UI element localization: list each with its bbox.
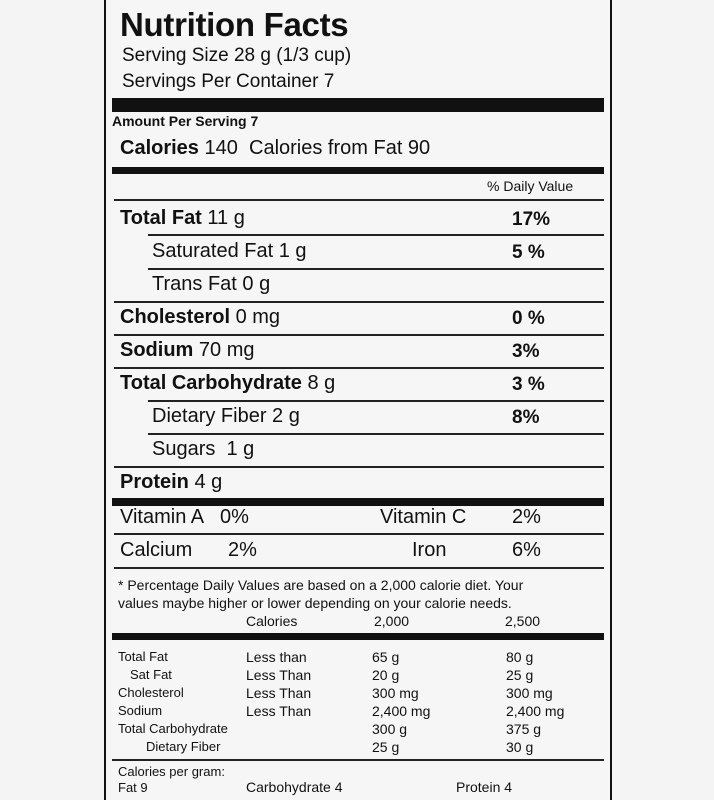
total-carbohydrate-amount: 8 g [307, 372, 336, 394]
dv-row-label: Sat Fat [130, 667, 172, 682]
dv-row-2500: 375 g [506, 721, 542, 737]
dv-row-qualifier: Less Than [246, 667, 312, 683]
total-fat-dv: 17% [512, 209, 551, 230]
footnote-line-2: values maybe higher or lower depending on your calorie needs. [118, 595, 512, 611]
dv-row-2500: 80 g [506, 649, 534, 665]
dv-row-qualifier: Less Than [246, 685, 312, 701]
total-carbohydrate-row [120, 372, 335, 395]
cholesterol-amount: 0 mg [235, 306, 281, 328]
medium-divider [112, 633, 604, 640]
calories-from-fat: Calories from Fat 90 [249, 137, 431, 159]
servings-per-container: Servings Per Container 7 [122, 71, 335, 92]
rule [114, 199, 604, 201]
trans-fat-label: Trans Fat 0 g [152, 273, 271, 295]
amount-per-serving: Amount Per Serving 7 [112, 113, 259, 129]
dietary-fiber-label: Dietary Fiber 2 g [152, 405, 300, 427]
saturated-fat-dv: 5 % [512, 242, 545, 263]
cholesterol-dv: 0 % [512, 308, 545, 329]
dv-row-qualifier: Less Than [246, 703, 312, 719]
sodium-amount: 70 mg [198, 339, 255, 361]
calcium-label: Calcium [120, 539, 193, 561]
dv-header-calories: Calories [246, 613, 298, 629]
dv-header-2000: 2,000 [374, 613, 410, 629]
calories-value: 140 [204, 137, 238, 159]
thick-divider [112, 498, 604, 506]
vitamin-c-value: 2% [512, 506, 541, 528]
saturated-fat-label: Saturated Fat 1 g [152, 240, 307, 262]
dv-row-2500: 300 mg [506, 685, 553, 701]
total-carbohydrate-label: Total Carbohydrate [120, 372, 302, 394]
vitamin-a-label: Vitamin A [120, 506, 205, 528]
total-fat-amount: 11 g [207, 207, 245, 229]
dv-row-2500: 25 g [506, 667, 534, 683]
sodium-label: Sodium [120, 339, 194, 361]
medium-divider [112, 167, 604, 174]
vitamin-a-value: 0% [220, 506, 249, 528]
iron-label: Iron [412, 539, 447, 561]
dv-row-label: Cholesterol [118, 685, 184, 700]
calories-per-gram-protein: Protein 4 [456, 779, 513, 795]
dv-row-2500: 30 g [506, 739, 534, 755]
rule [148, 268, 604, 270]
total-carbohydrate-dv: 3 % [512, 374, 545, 395]
rule [114, 466, 604, 468]
daily-value-header: % Daily Value [487, 178, 574, 194]
label-title: Nutrition Facts [120, 6, 349, 43]
calories-per-gram-label: Calories per gram: [118, 764, 225, 779]
dv-header-2500: 2,500 [505, 613, 541, 629]
total-fat-row [120, 207, 245, 230]
dv-row-2000: 20 g [372, 667, 400, 683]
rule [112, 759, 604, 761]
serving-size: Serving Size 28 g (1/3 cup) [122, 45, 352, 66]
rule [148, 433, 604, 435]
rule [148, 400, 604, 402]
calcium-value: 2% [228, 539, 257, 561]
footnote-line-1: * Percentage Daily Values are based on a 2,000 calorie diet. Your [118, 577, 524, 593]
dv-row-label: Total Carbohydrate [118, 721, 228, 736]
dv-row-qualifier: Less than [246, 649, 307, 665]
protein-label: Protein [120, 471, 189, 493]
sodium-row [120, 339, 255, 362]
rule [114, 367, 604, 369]
dietary-fiber-dv: 8% [512, 407, 540, 428]
cholesterol-label: Cholesterol [120, 306, 231, 328]
calories-label: Calories [120, 137, 199, 159]
protein-row [120, 471, 222, 494]
calories-per-gram-fat: Fat 9 [118, 780, 148, 795]
nutrition-label [104, 0, 612, 800]
dv-row-label: Dietary Fiber [146, 739, 221, 754]
dv-row-2000: 25 g [372, 739, 400, 755]
dv-row-2500: 2,400 mg [506, 703, 565, 719]
rule [114, 334, 604, 336]
protein-amount: 4 g [194, 471, 223, 493]
thick-divider [112, 98, 604, 112]
dv-row-2000: 300 g [372, 721, 408, 737]
dv-row-2000: 65 g [372, 649, 400, 665]
dv-row-label: Sodium [118, 703, 163, 718]
cholesterol-row [120, 306, 280, 329]
rule [114, 533, 604, 535]
calories-row [120, 137, 430, 160]
total-fat-label: Total Fat [120, 207, 202, 229]
rule [114, 301, 604, 303]
iron-value: 6% [512, 539, 541, 561]
dv-row-label: Total Fat [118, 649, 168, 664]
vitamin-c-label: Vitamin C [380, 506, 467, 528]
rule [148, 234, 604, 236]
dv-row-2000: 2,400 mg [372, 703, 431, 719]
rule [114, 567, 604, 569]
dv-row-2000: 300 mg [372, 685, 419, 701]
calories-per-gram-carbohydrate: Carbohydrate 4 [246, 779, 343, 795]
sugars-label: Sugars 1 g [152, 438, 255, 460]
sodium-dv: 3% [512, 341, 540, 362]
